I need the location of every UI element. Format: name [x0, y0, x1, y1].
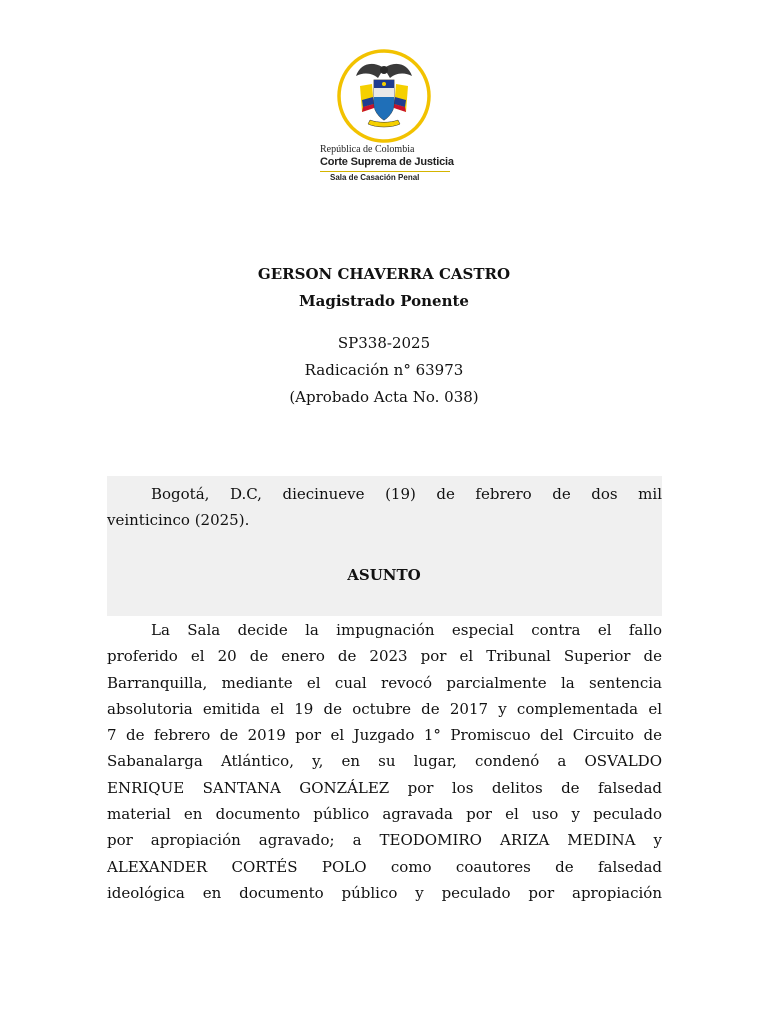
paragraph-line: absolutoria emitida el 19 de octubre de 2017 y complementada el [107, 699, 662, 718]
paragraph-line: Barranquilla, mediante el cual revocó parcialmente la sentencia [107, 673, 662, 692]
paragraph-line: material en documento público agravada por el uso y peculado [107, 805, 662, 824]
paragraph-line: proferido el 20 de enero de 2023 por el Tribunal Superior de [107, 647, 662, 666]
judge-name: GERSON CHAVERRA CASTRO [257, 265, 511, 283]
paragraph-line: 7 de febrero de 2019 por el Juzgado 1° Promiscuo del Circuito de [107, 726, 662, 745]
court-logo [290, 40, 480, 212]
section-title: ASUNTO [347, 566, 421, 584]
case-code: SP338-2025 [337, 334, 431, 352]
country-name: República de Colombia [320, 144, 415, 155]
paragraph-line: ENRIQUE SANTANA GONZÁLEZ por los delitos de falsedad [107, 778, 662, 797]
judge-role: Magistrado Ponente [299, 292, 469, 310]
court-name: Corte Suprema de Justicia [320, 156, 454, 168]
paragraph-line: ALEXANDER CORTÉS POLO como coautores de falsedad [107, 857, 662, 876]
paragraph-line: ideológica en documento público y peculado por apropiación [107, 883, 662, 902]
chamber-name: Sala de Casación Penal [330, 173, 420, 182]
court-name-block [320, 144, 460, 184]
paragraph-line: Bogotá, D.C, diecinueve (19) de febrero de dos mil [151, 485, 662, 503]
case-radicacion: Radicación n° 63973 [304, 361, 464, 379]
colombia-coat-of-arms-icon [334, 46, 434, 146]
date-paragraph [107, 481, 662, 534]
paragraph-line: veinticinco (2025). [107, 511, 250, 530]
paragraph-line: La Sala decide la impugnación especial contra el fallo [151, 621, 662, 639]
case-acta: (Aprobado Acta No. 038) [289, 388, 479, 406]
paragraph-line: por apropiación agravado; a TEODOMIRO ARIZA MEDINA y [107, 831, 662, 850]
paragraph-line: Sabanalarga Atlántico, y, en su lugar, condenó a OSVALDO [107, 752, 662, 771]
body-paragraph [107, 617, 662, 906]
